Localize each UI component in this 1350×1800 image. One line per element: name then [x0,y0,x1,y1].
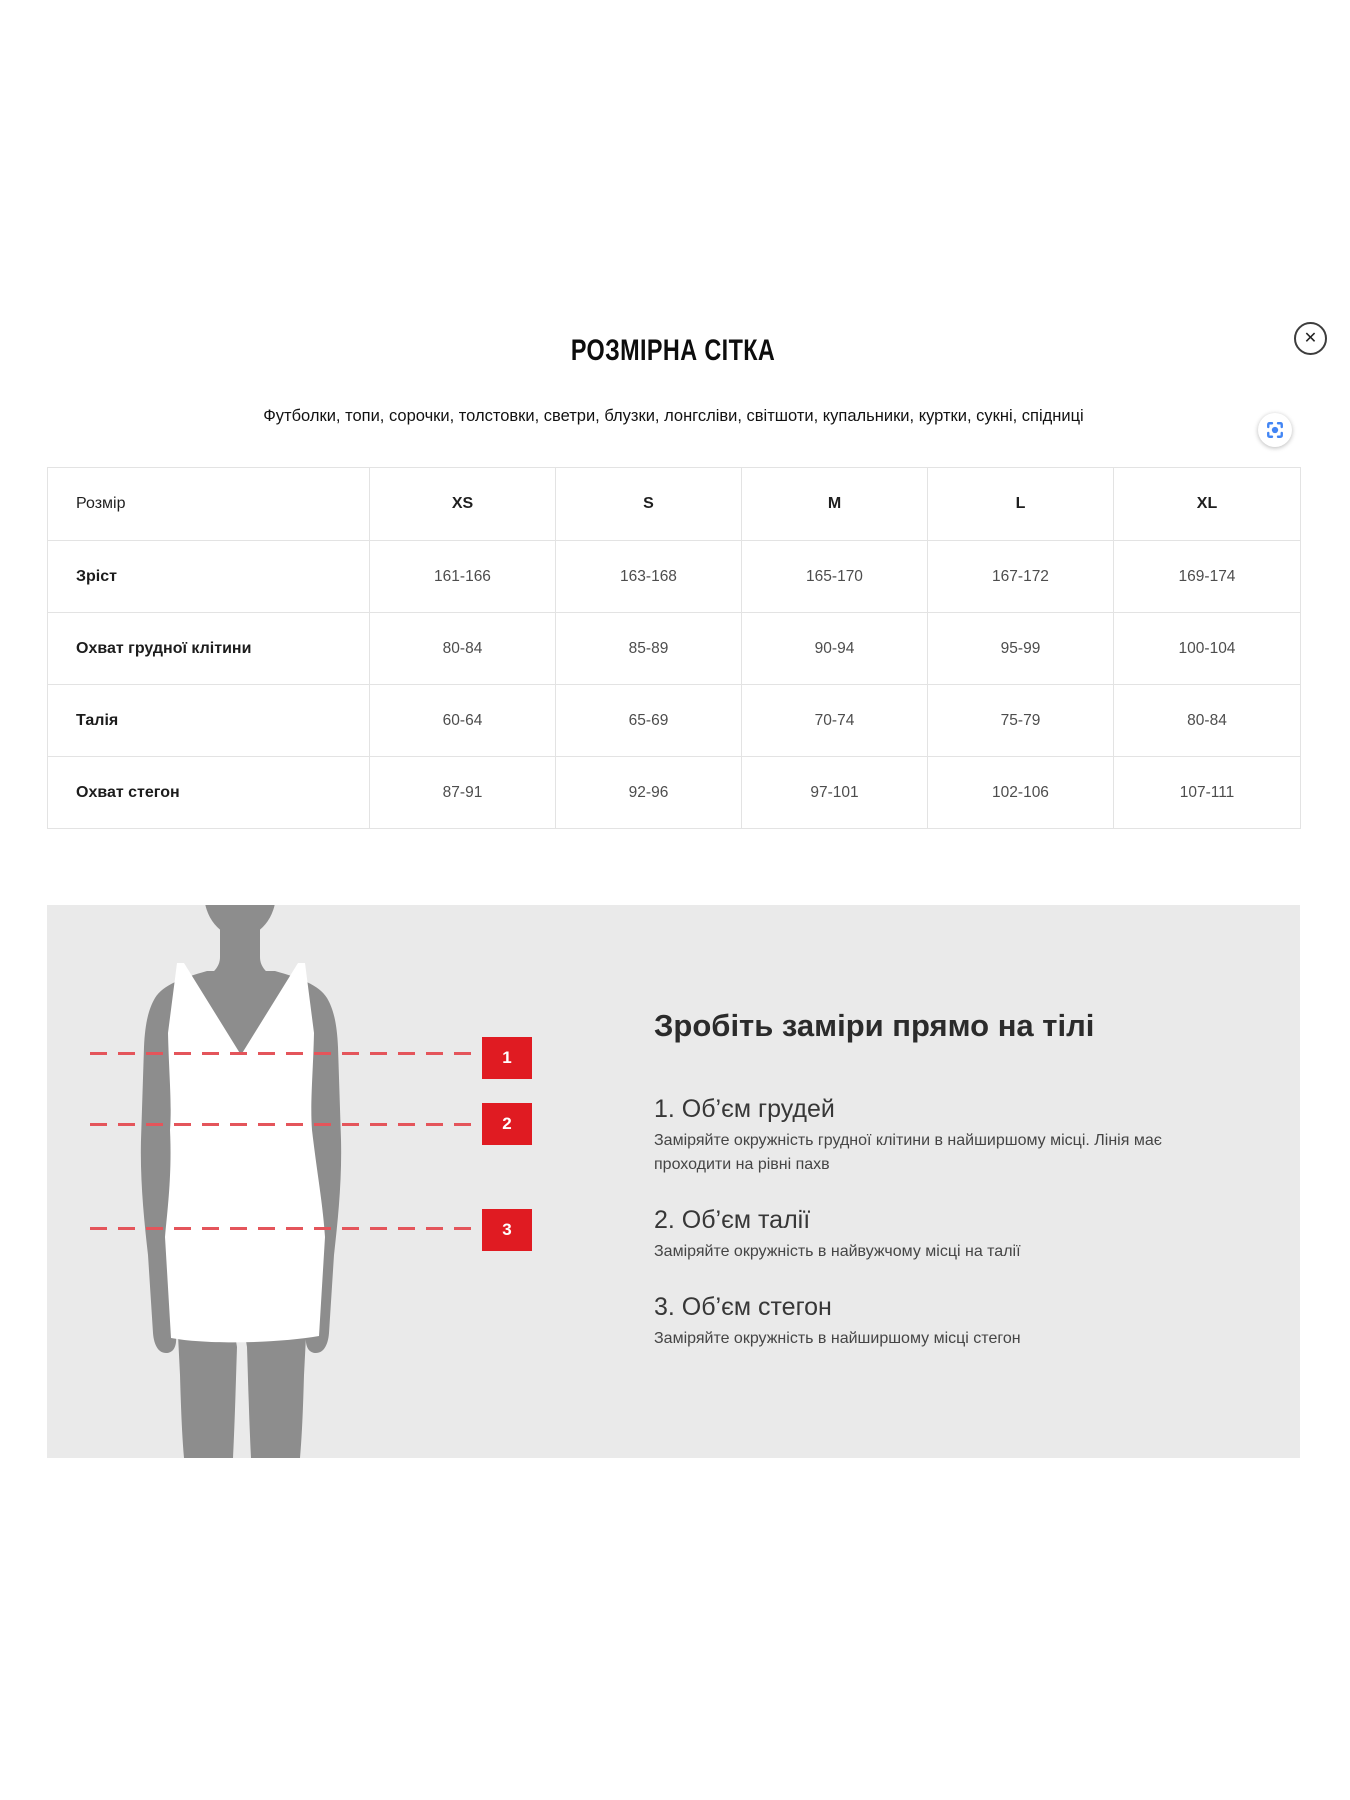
guide-item [654,1095,1194,1177]
guide-item-description: Заміряйте окружність в найширшому місці стегон [654,1330,1021,1347]
measurement-guide-panel [47,905,1300,1458]
guide-item-description: Заміряйте окружність грудної клітини в найширшому місці. Лінія має проходити на рівні пахв [654,1132,1162,1173]
size-value-cell: 65-69 [556,685,742,757]
size-value-cell: 107-111 [1114,757,1301,829]
marker-2: 2 [482,1103,532,1145]
image-search-button[interactable] [1258,413,1292,447]
size-value-cell: 97-101 [742,757,928,829]
size-value-cell: 95-99 [928,613,1114,685]
guide-item-title: 1. Об’єм грудей [654,1095,835,1123]
size-table-corner-header: Розмір [48,468,370,541]
measurement-row-label: Охват стегон [48,757,370,829]
marker-3: 3 [482,1209,532,1251]
size-value-cell: 165-170 [742,541,928,613]
page-title: РОЗМІРНА СІТКА [571,334,776,367]
measurement-row-label: Талія [48,685,370,757]
size-column-header: M [742,468,928,541]
size-value-cell: 167-172 [928,541,1114,613]
size-value-cell: 87-91 [370,757,556,829]
chest-measure-line [90,1052,482,1055]
size-value-cell: 80-84 [1114,685,1301,757]
table-row [48,685,1301,757]
size-value-cell: 80-84 [370,613,556,685]
size-value-cell: 85-89 [556,613,742,685]
size-column-header: S [556,468,742,541]
guide-item-description: Заміряйте окружність в найвужчому місці на талії [654,1243,1021,1260]
size-table-header-row [48,468,1301,541]
size-column-header: XS [370,468,556,541]
size-column-header: XL [1114,468,1301,541]
guide-heading: Зробіть заміри прямо на тілі [654,1008,1095,1043]
table-row [48,757,1301,829]
guide-item [654,1206,1194,1264]
size-value-cell: 75-79 [928,685,1114,757]
body-silhouette-illustration [47,905,547,1458]
measurement-row-label: Зріст [48,541,370,613]
guide-items [654,1095,1194,1380]
size-table [47,467,1300,829]
size-value-cell: 90-94 [742,613,928,685]
size-value-cell: 92-96 [556,757,742,829]
size-value-cell: 70-74 [742,685,928,757]
size-value-cell: 60-64 [370,685,556,757]
table-row [48,541,1301,613]
close-icon: ✕ [1303,329,1318,347]
size-value-cell: 169-174 [1114,541,1301,613]
guide-item [654,1293,1194,1351]
guide-item-title: 2. Об’єм талії [654,1206,811,1234]
size-value-cell: 100-104 [1114,613,1301,685]
guide-item-title: 3. Об’єм стегон [654,1293,832,1321]
measurement-row-label: Охват грудної клітини [48,613,370,685]
hips-measure-line [90,1227,482,1230]
category-subtitle: Футболки, топи, сорочки, толстовки, светри, блузки, лонгсліви, світшоти, купальники, куртки, сукні, спідниці [263,407,1084,425]
size-column-header: L [928,468,1114,541]
size-value-cell: 161-166 [370,541,556,613]
table-row [48,613,1301,685]
size-value-cell: 102-106 [928,757,1114,829]
lens-icon [1266,421,1284,439]
waist-measure-line [90,1123,482,1126]
marker-1: 1 [482,1037,532,1079]
size-value-cell: 163-168 [556,541,742,613]
size-table-body [48,541,1301,829]
